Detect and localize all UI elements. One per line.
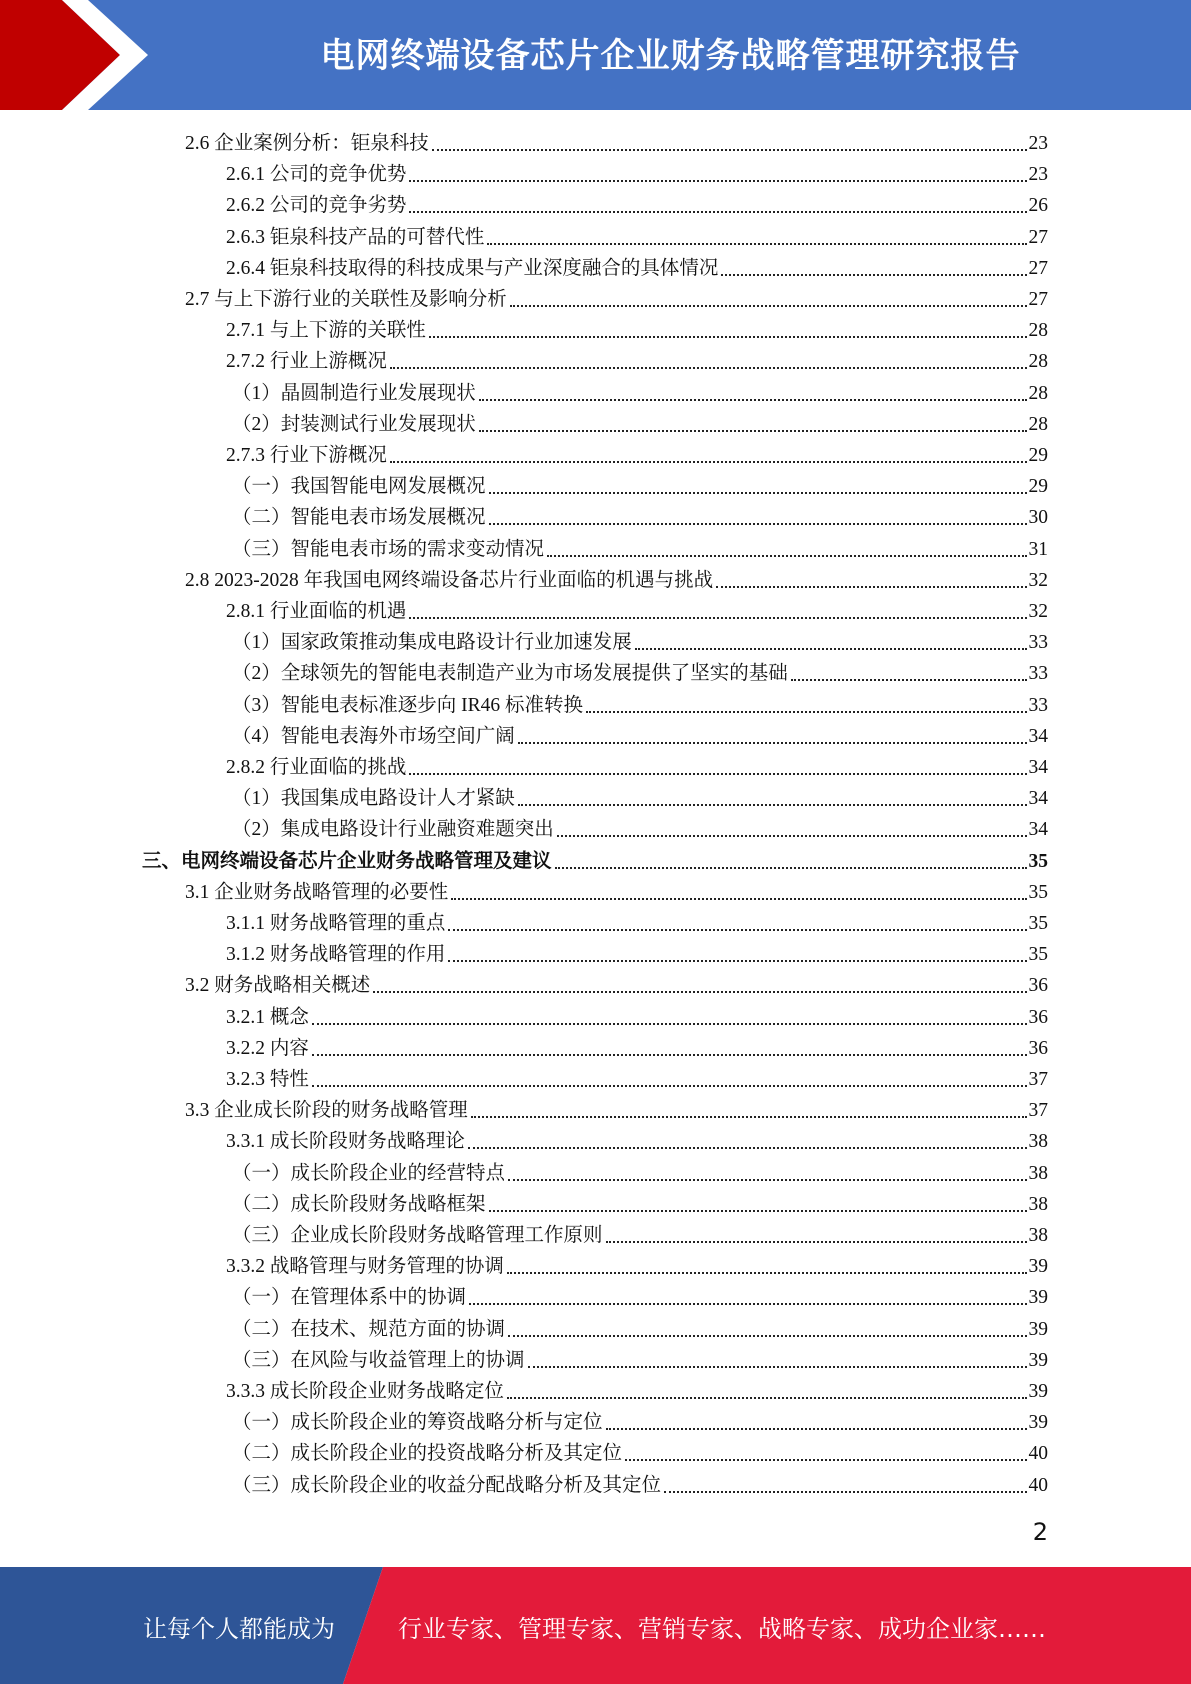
toc-dot-leader	[451, 897, 1026, 900]
toc-entry-label: （1）国家政策推动集成电路设计行业加速发展	[232, 632, 632, 654]
toc-entry-page: 34	[1028, 757, 1048, 778]
toc-entry-page: 23	[1028, 164, 1048, 186]
toc-entry[interactable]	[226, 253, 1048, 284]
toc-entry[interactable]	[232, 502, 1048, 533]
toc-entry[interactable]	[232, 721, 1048, 752]
toc-entry-page: 36	[1028, 975, 1048, 997]
header-title: 电网终端设备芯片企业财务战略管理研究报告	[320, 36, 1021, 76]
toc-dot-leader	[555, 866, 1027, 869]
toc-entry-page: 29	[1028, 476, 1048, 498]
toc-entry-label: （4）智能电表海外市场空间广阔	[232, 725, 515, 747]
toc-entry[interactable]	[232, 1314, 1048, 1345]
toc-entry-page: 40	[1028, 1474, 1048, 1496]
toc-entry-label: （一）成长阶段企业的筹资战略分析与定位	[232, 1412, 603, 1434]
toc-entry-label: 2.6.4 钜泉科技取得的科技成果与产业深度融合的具体情况	[226, 257, 719, 279]
toc-entry[interactable]	[232, 1189, 1048, 1220]
toc-entry-label: （3）智能电表标准逐步向 IR46 标准转换	[232, 694, 584, 716]
toc-entry-label: （2）集成电路设计行业融资难题突出	[232, 819, 554, 841]
toc-dot-leader	[586, 710, 1026, 713]
toc-entry-page: 35	[1028, 944, 1048, 966]
toc-entry-label: 3.1.1 财务战略管理的重点	[226, 913, 446, 934]
toc-entry-page: 32	[1028, 569, 1048, 591]
toc-entry-label: 3.3 企业成长阶段的财务战略管理	[185, 1100, 468, 1122]
toc-entry-page: 40	[1028, 1443, 1048, 1465]
toc-entry[interactable]	[226, 1376, 1048, 1407]
toc-entry-label: 2.8.1 行业面临的机遇	[226, 601, 407, 622]
toc-dot-leader	[791, 678, 1027, 681]
toc-dot-leader	[409, 179, 1026, 182]
toc-entry[interactable]	[232, 1407, 1048, 1438]
toc-entry-page: 35	[1028, 881, 1048, 903]
toc-entry-label: 三、电网终端设备芯片企业财务战略管理及建议	[142, 850, 552, 872]
toc-entry-page: 39	[1028, 1287, 1048, 1309]
toc-entry-label: 2.6.1 公司的竞争优势	[226, 164, 407, 186]
toc-entry[interactable]	[185, 1095, 1048, 1126]
toc-entry[interactable]	[232, 1158, 1048, 1189]
toc-entry-label: （三）成长阶段企业的收益分配战略分析及其定位	[232, 1474, 662, 1496]
toc-entry-page: 38	[1028, 1225, 1048, 1246]
toc-entry[interactable]	[226, 1126, 1048, 1157]
toc-dot-leader	[635, 647, 1027, 650]
toc-entry-page: 31	[1028, 538, 1048, 560]
toc-entry-page: 34	[1028, 788, 1048, 810]
toc-dot-leader	[528, 1365, 1027, 1368]
toc-dot-leader	[721, 273, 1026, 276]
toc-entry-page: 34	[1028, 725, 1048, 747]
toc-entry-label: 2.7.1 与上下游的关联性	[226, 320, 426, 342]
toc-dot-leader	[606, 1427, 1027, 1430]
toc-entry-label: 2.6 企业案例分析：钜泉科技	[185, 133, 429, 154]
toc-entry[interactable]	[232, 1470, 1048, 1501]
toc-entry-page: 28	[1028, 351, 1048, 373]
toc-entry-page: 33	[1028, 694, 1048, 716]
toc-entry-page: 38	[1028, 1162, 1048, 1184]
toc-dot-leader	[489, 522, 1027, 525]
toc-entry-page: 27	[1028, 257, 1048, 279]
toc-entry-label: （1）我国集成电路设计人才紧缺	[232, 788, 515, 810]
toc-entry-label: 2.7.3 行业下游概况	[226, 445, 387, 466]
toc-entry-label: 2.8.2 行业面临的挑战	[226, 757, 407, 778]
toc-entry-label: （一）在管理体系中的协调	[232, 1287, 467, 1309]
toc-entry[interactable]	[226, 1002, 1048, 1033]
toc-entry-page: 39	[1028, 1256, 1048, 1278]
toc-dot-leader	[390, 460, 1027, 463]
toc-dot-leader	[468, 1146, 1027, 1149]
toc-dot-leader	[510, 304, 1027, 307]
toc-dot-leader	[664, 1490, 1026, 1493]
toc-entry-page: 39	[1028, 1349, 1048, 1371]
toc-entry-label: 3.1 企业财务战略管理的必要性	[185, 881, 449, 903]
toc-dot-leader	[479, 429, 1027, 432]
toc-entry-page: 33	[1028, 663, 1048, 685]
toc-entry[interactable]	[232, 658, 1048, 689]
toc-entry-label: 3.2 财务战略相关概述	[185, 975, 371, 997]
toc-entry[interactable]	[226, 346, 1048, 377]
toc-entry-page: 39	[1028, 1318, 1048, 1340]
toc-dot-leader	[487, 242, 1026, 245]
toc-entry-label: 3.1.2 财务战略管理的作用	[226, 944, 446, 966]
toc-entry-page: 33	[1028, 632, 1048, 654]
toc-entry-page: 36	[1028, 1037, 1048, 1059]
toc-entry-page: 26	[1028, 195, 1048, 217]
toc-dot-leader	[625, 1458, 1026, 1461]
toc-entry[interactable]	[226, 1251, 1048, 1282]
toc-dot-leader	[508, 1334, 1026, 1337]
toc-entry[interactable]	[232, 1220, 1048, 1251]
toc-entry-label: （二）成长阶段企业的投资战略分析及其定位	[232, 1443, 623, 1465]
toc-dot-leader	[312, 1084, 1027, 1087]
toc-entry-page: 37	[1028, 1069, 1048, 1090]
toc-entry-page: 34	[1028, 819, 1048, 841]
toc-entry-page: 23	[1028, 133, 1048, 154]
toc-entry-label: （二）智能电表市场发展概况	[232, 507, 486, 529]
toc-entry-page: 27	[1028, 289, 1048, 310]
toc-entry[interactable]	[226, 159, 1048, 190]
page-number: 2	[1032, 1518, 1048, 1546]
toc-entry[interactable]	[185, 284, 1048, 315]
toc-dot-leader	[409, 616, 1026, 619]
page-footer	[0, 1567, 1191, 1684]
toc-entry-label: （一）我国智能电网发展概况	[232, 476, 486, 498]
toc-entry-label: 2.7 与上下游行业的关联性及影响分析	[185, 289, 507, 310]
toc-dot-leader	[432, 148, 1027, 151]
toc-entry[interactable]	[232, 627, 1048, 658]
toc-entry-label: （一）成长阶段企业的经营特点	[232, 1162, 506, 1184]
toc-dot-leader	[409, 210, 1026, 213]
toc-entry[interactable]	[185, 877, 1048, 908]
toc-dot-leader	[479, 398, 1027, 401]
toc-entry[interactable]	[232, 471, 1048, 502]
toc-entry-label: （2）封装测试行业发展现状	[232, 413, 476, 435]
toc-entry-page: 28	[1028, 320, 1048, 342]
toc-entry-page: 29	[1028, 445, 1048, 466]
toc-dot-leader	[716, 585, 1026, 588]
toc-entry-label: 2.7.2 行业上游概况	[226, 351, 387, 373]
toc-entry-label: 3.3.3 成长阶段企业财务战略定位	[226, 1381, 504, 1402]
toc-entry[interactable]	[226, 1033, 1048, 1064]
toc-entry[interactable]	[232, 783, 1048, 814]
toc-dot-leader	[448, 928, 1026, 931]
toc-entry[interactable]	[226, 908, 1048, 939]
toc-entry-page: 28	[1028, 382, 1048, 404]
toc-entry[interactable]	[226, 596, 1048, 627]
toc-entry-page: 37	[1028, 1100, 1048, 1122]
toc-entry-label: 2.6.3 钜泉科技产品的可替代性	[226, 226, 485, 248]
footer-slogan-right: 行业专家、管理专家、营销专家、战略专家、成功企业家……	[398, 1615, 1046, 1643]
toc-dot-leader	[518, 803, 1027, 806]
toc-dot-leader	[469, 1302, 1026, 1305]
toc-entry[interactable]	[232, 814, 1048, 845]
toc-entry[interactable]	[226, 939, 1048, 970]
toc-entry[interactable]	[232, 1345, 1048, 1376]
toc-entry-label: 3.3.1 成长阶段财务战略理论	[226, 1131, 465, 1153]
toc-entry[interactable]	[185, 565, 1048, 596]
toc-dot-leader	[429, 335, 1027, 338]
toc-entry-page: 28	[1028, 413, 1048, 435]
toc-entry-page: 39	[1028, 1381, 1048, 1402]
toc-entry[interactable]	[185, 128, 1048, 159]
toc-entry-page: 38	[1028, 1131, 1048, 1153]
toc-dot-leader	[507, 1271, 1027, 1274]
toc-entry-label: 3.2.1 概念	[226, 1006, 309, 1028]
toc-entry[interactable]	[232, 409, 1048, 440]
toc-entry-label: （2）全球领先的智能电表制造产业为市场发展提供了坚实的基础	[232, 663, 788, 685]
toc-entry-page: 30	[1028, 507, 1048, 529]
toc-dot-leader	[312, 1022, 1027, 1025]
toc-entry-page: 38	[1028, 1193, 1048, 1215]
toc-entry-label: 2.8 2023-2028 年我国电网终端设备芯片行业面临的机遇与挑战	[185, 569, 714, 591]
toc-entry-label: （三）智能电表市场的需求变动情况	[232, 538, 545, 560]
toc-entry-label: 3.3.2 战略管理与财务管理的协调	[226, 1256, 504, 1278]
toc-entry-page: 35	[1028, 913, 1048, 934]
toc-entry[interactable]	[226, 315, 1048, 346]
toc-dot-leader	[409, 772, 1026, 775]
toc-dot-leader	[373, 990, 1026, 993]
toc-entry[interactable]	[232, 1438, 1048, 1469]
toc-entry-label: 2.6.2 公司的竞争劣势	[226, 195, 407, 217]
toc-dot-leader	[507, 1396, 1027, 1399]
toc-entry[interactable]	[232, 690, 1048, 721]
toc-entry-label: （1）晶圆制造行业发展现状	[232, 382, 476, 404]
toc-dot-leader	[448, 959, 1026, 962]
toc-entry[interactable]	[226, 222, 1048, 253]
toc-dot-leader	[518, 741, 1027, 744]
toc-dot-leader	[390, 366, 1027, 369]
toc-entry-label: （三）企业成长阶段财务战略管理工作原则	[232, 1225, 603, 1246]
toc-dot-leader	[606, 1240, 1027, 1243]
toc-entry[interactable]	[232, 534, 1048, 565]
toc-dot-leader	[547, 554, 1026, 557]
toc-dot-leader	[489, 1209, 1027, 1212]
toc-entry[interactable]	[142, 846, 1048, 877]
toc-entry[interactable]	[232, 1282, 1048, 1313]
toc-dot-leader	[312, 1053, 1027, 1056]
toc-entry[interactable]	[226, 752, 1048, 783]
toc-entry-page: 27	[1028, 226, 1048, 248]
toc-dot-leader	[489, 491, 1027, 494]
page-header	[0, 0, 1191, 110]
toc-entry[interactable]	[232, 378, 1048, 409]
toc-entry-label: （二）成长阶段财务战略框架	[232, 1193, 486, 1215]
toc-entry[interactable]	[226, 440, 1048, 471]
toc-entry[interactable]	[226, 190, 1048, 221]
toc-dot-leader	[508, 1178, 1026, 1181]
toc-entry-page: 32	[1028, 601, 1048, 622]
toc-entry[interactable]	[226, 1064, 1048, 1095]
toc-entry-page: 35	[1028, 850, 1048, 872]
toc-entry-label: 3.2.2 内容	[226, 1037, 309, 1059]
toc-entry-page: 36	[1028, 1006, 1048, 1028]
toc-entry[interactable]	[185, 970, 1048, 1001]
toc-dot-leader	[471, 1115, 1027, 1118]
toc-entry-page: 39	[1028, 1412, 1048, 1434]
toc-entry-label: （三）在风险与收益管理上的协调	[232, 1349, 525, 1371]
toc-entry-label: 3.2.3 特性	[226, 1069, 309, 1090]
toc-dot-leader	[557, 834, 1027, 837]
toc-entry-label: （二）在技术、规范方面的协调	[232, 1318, 506, 1340]
footer-slogan-left: 让每个人都能成为	[143, 1615, 335, 1643]
